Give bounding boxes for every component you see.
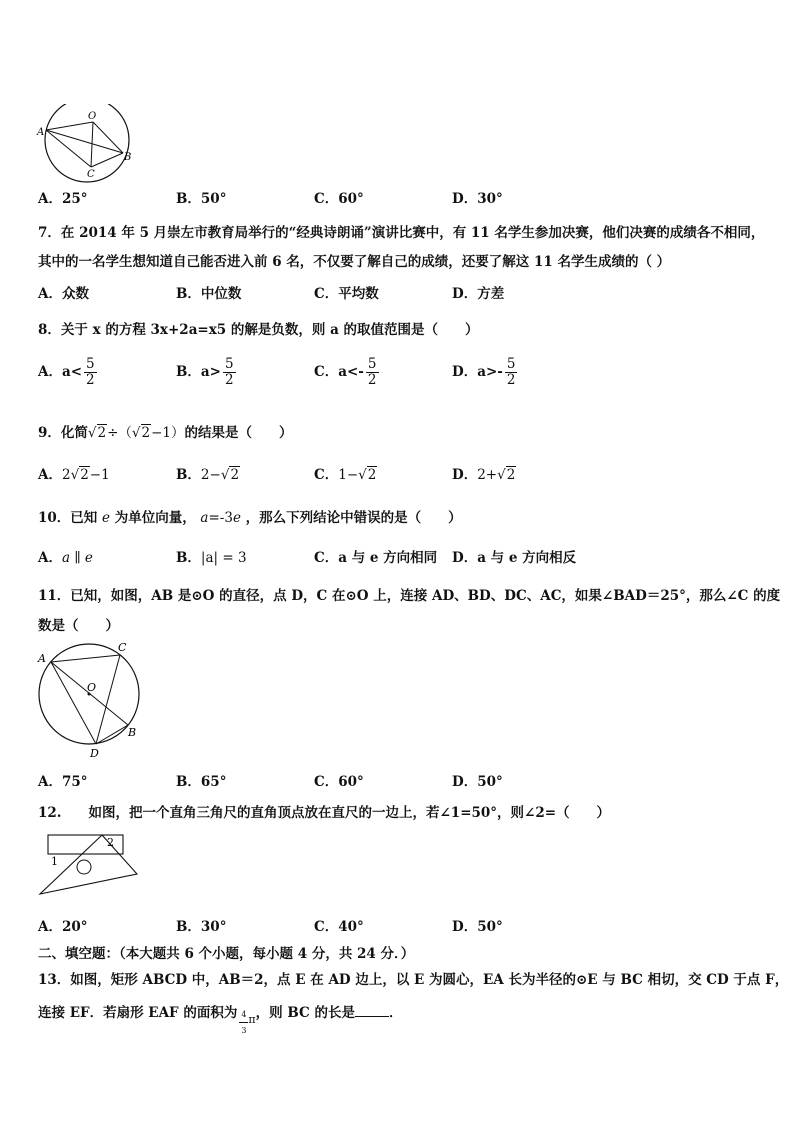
- q11-label-o: O: [87, 681, 97, 694]
- q12-option-b[interactable]: B．30°: [176, 919, 227, 935]
- q12-option-d[interactable]: D．50°: [452, 919, 503, 935]
- q12-triangle-hole: [77, 860, 91, 874]
- q12-label-1: 1: [51, 855, 58, 868]
- q6-option-a[interactable]: A．25°: [38, 191, 88, 207]
- q6-line-ac: [46, 130, 91, 167]
- q11-label-c: C: [118, 641, 127, 654]
- q13-answer-blank[interactable]: [355, 1016, 389, 1017]
- q7-option-b[interactable]: B．中位数: [176, 286, 242, 302]
- q8-option-c-prefix: C．a<-: [314, 364, 364, 380]
- q8-option-c-fraction: $\frac{5}{2}$: [367, 356, 377, 388]
- q11-option-c[interactable]: C．60°: [314, 774, 364, 790]
- q10-vector-a: a: [200, 510, 209, 526]
- q7-option-c[interactable]: C．平均数: [314, 286, 379, 302]
- q7-option-d[interactable]: D．方差: [452, 286, 505, 302]
- q6-circle-figure: [34, 104, 144, 184]
- section-heading-fill-in: 二、填空题：（本大题共 6 个小题，每小题 4 分，共 24 分．）: [38, 946, 415, 962]
- q6-line-oc: [91, 122, 93, 167]
- q8-option-b[interactable]: [176, 357, 236, 388]
- q8-option-a-fraction: $\frac{5}{2}$: [86, 356, 95, 388]
- q12-label-2: 2: [107, 836, 114, 849]
- q6-option-c[interactable]: C．60°: [314, 191, 364, 207]
- q8-option-a-prefix: A．a<: [38, 364, 83, 380]
- q10-stem: 10．已知 e 为单位向量， a=-3e ，那么下列结论中错误的是（ ）: [38, 510, 462, 526]
- q7-stem-line2: 其中的一名学生想知道自己能否进入前 6 名，不仅要了解自己的成绩，还要了解这 11 名学生成绩的（ ）: [38, 254, 671, 270]
- q10-option-d[interactable]: D．a 与 e 方向相反: [452, 550, 577, 566]
- q6-option-d[interactable]: D．30°: [452, 191, 503, 207]
- q7-stem-line1: 7．在 2014 年 5 月崇左市教育局举行的“经典诗朗诵”演讲比赛中，有 11 名学生参加决赛，他们决赛的成绩各不相同，: [38, 225, 765, 241]
- q11-stem-line2: 数是（ ）: [38, 618, 119, 634]
- q9-option-d[interactable]: D．2+√2: [452, 467, 516, 483]
- q6-label-c: C: [87, 169, 95, 180]
- q6-line-bc: [91, 153, 123, 167]
- q10-vector-e: e: [102, 510, 110, 526]
- q11-line-ad: [51, 662, 96, 744]
- q8-option-d-fraction: $\frac{5}{2}$: [506, 356, 516, 388]
- q6-label-a: A: [37, 127, 45, 138]
- q12-option-a[interactable]: A．20°: [38, 919, 88, 935]
- q11-line-dc: [96, 655, 120, 744]
- q11-label-b: B: [128, 726, 137, 739]
- q13-stem-line1: 13．如图，矩形 ABCD 中，AB＝2，点 E 在 AD 边上，以 E 为圆心，EA 长为半径的⊙E 与 BC 相切，交 CD 于点 F，: [38, 972, 789, 988]
- q13-stem-line2: 连接 EF．若扇形 EAF 的面积为 $\frac{4}{3}$ $_\pi$，则 BC 的长是 ．: [38, 1001, 402, 1038]
- q12-ruler-triangle-figure: [34, 830, 144, 900]
- q11-option-a[interactable]: A．75°: [38, 774, 88, 790]
- q9-option-b[interactable]: B．2−√2: [176, 467, 240, 483]
- q11-label-d: D: [90, 747, 99, 760]
- q6-option-b[interactable]: B．50°: [176, 191, 227, 207]
- q7-option-a[interactable]: A．众数: [38, 286, 89, 302]
- q6-label-o: O: [88, 111, 97, 122]
- q11-circle-figure: [34, 640, 144, 762]
- q10-option-b[interactable]: B．|a| = 3: [176, 550, 247, 566]
- q6-line-ao: [46, 122, 93, 130]
- q12-stem: 12. 如图，把一个直角三角尺的直角顶点放在直尺的一边上，若∠1=50°，则∠2=（ ）: [38, 805, 611, 821]
- q8-option-a[interactable]: [38, 357, 97, 388]
- q9-stem: 9．化简√2÷（√2−1）的结果是（ ）: [38, 425, 293, 441]
- q10-option-a[interactable]: A．a ∥ e: [38, 550, 93, 566]
- q9-option-c[interactable]: C．1−√2: [314, 467, 377, 483]
- q10-option-c[interactable]: C．a 与 e 方向相同: [314, 550, 438, 566]
- q8-option-d-prefix: D．a>-: [452, 364, 503, 380]
- q11-option-d[interactable]: D．50°: [452, 774, 503, 790]
- q12-option-c[interactable]: C．40°: [314, 919, 364, 935]
- q11-option-b[interactable]: B．65°: [176, 774, 227, 790]
- q8-option-b-fraction: $\frac{5}{2}$: [224, 356, 234, 388]
- q6-label-b: B: [124, 152, 132, 163]
- q8-stem: 8．关于 x 的方程 3x+2a=x5 的解是负数，则 a 的取值范围是（ ）: [38, 322, 479, 338]
- q8-option-d[interactable]: [452, 357, 517, 388]
- q13-area-fraction: $\frac{4}{3}$: [239, 1007, 248, 1038]
- q8-option-b-prefix: B．a>: [176, 364, 221, 380]
- q11-label-a: A: [38, 652, 46, 665]
- q9-option-a[interactable]: A．2√2−1: [38, 467, 110, 483]
- q11-stem-line1: 11．已知，如图，AB 是⊙O 的直径，点 D，C 在⊙O 上，连接 AD、BD、DC、AC，如果∠BAD＝25°，那么∠C 的度: [38, 588, 781, 604]
- q11-line-ac: [51, 655, 120, 662]
- q8-option-c[interactable]: [314, 357, 379, 388]
